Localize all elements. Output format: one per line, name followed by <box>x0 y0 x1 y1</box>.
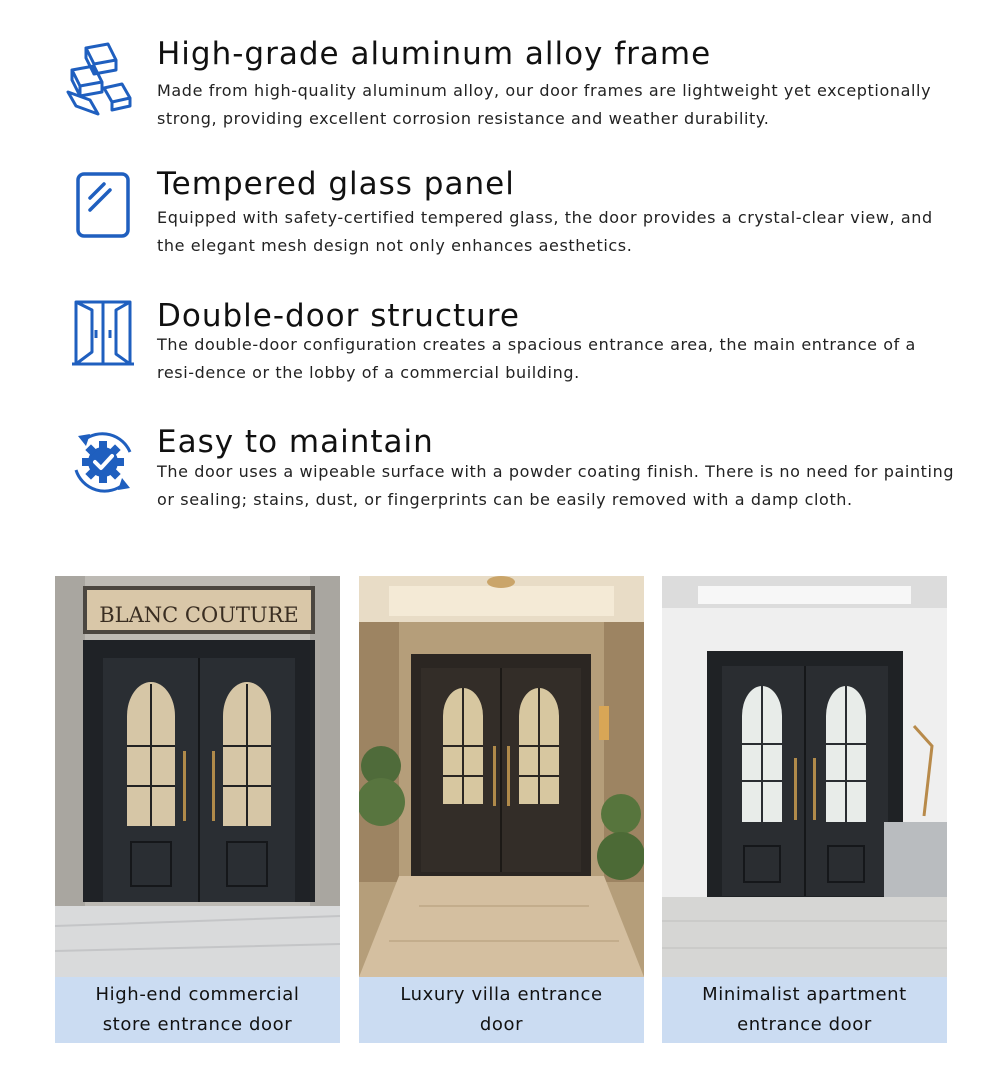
feature-description: The double-door configuration creates a spacious entrance area, the main entrance of a resi-dence or the lobby of a commercial building. <box>157 335 916 382</box>
store-sign: BLANC COUTURE <box>99 603 299 627</box>
feature-description: Made from high-quality aluminum alloy, our door frames are lightweight yet exceptionally strong, providing excellent corrosion resistance and weather durability. <box>157 81 932 128</box>
feature-title: Tempered glass panel <box>157 166 515 202</box>
gallery-caption: High-end commercial store entrance door <box>55 977 340 1043</box>
gallery-card-villa <box>359 576 644 1043</box>
feature-title: High-grade aluminum alloy frame <box>157 36 712 72</box>
gallery-caption: Minimalist apartment entrance door <box>662 977 947 1043</box>
feature-title: Easy to maintain <box>157 424 434 460</box>
feature-title: Double-door structure <box>157 298 520 334</box>
glass-panel-icon <box>64 166 144 246</box>
feature-description: The door uses a wipeable surface with a powder coating finish. There is no need for painting or sealing; stains, dust, or fingerprints can be easily removed with a damp cloth. <box>157 462 955 509</box>
aluminum-bars-icon <box>64 40 144 120</box>
maintenance-gear-icon <box>64 422 144 502</box>
feature-description: Equipped with safety-certified tempered glass, the door provides a crystal-clear view, and the elegant mesh design not only enhances aesthetics. <box>157 208 933 255</box>
villa-door-photo <box>359 576 644 977</box>
commercial-store-door-photo <box>55 576 340 977</box>
gallery-card-apartment <box>662 576 947 1043</box>
gallery-card-commercial <box>55 576 340 1043</box>
apartment-door-photo <box>662 576 947 977</box>
gallery-caption: Luxury villa entrance door <box>359 977 644 1043</box>
double-door-icon <box>64 296 144 376</box>
